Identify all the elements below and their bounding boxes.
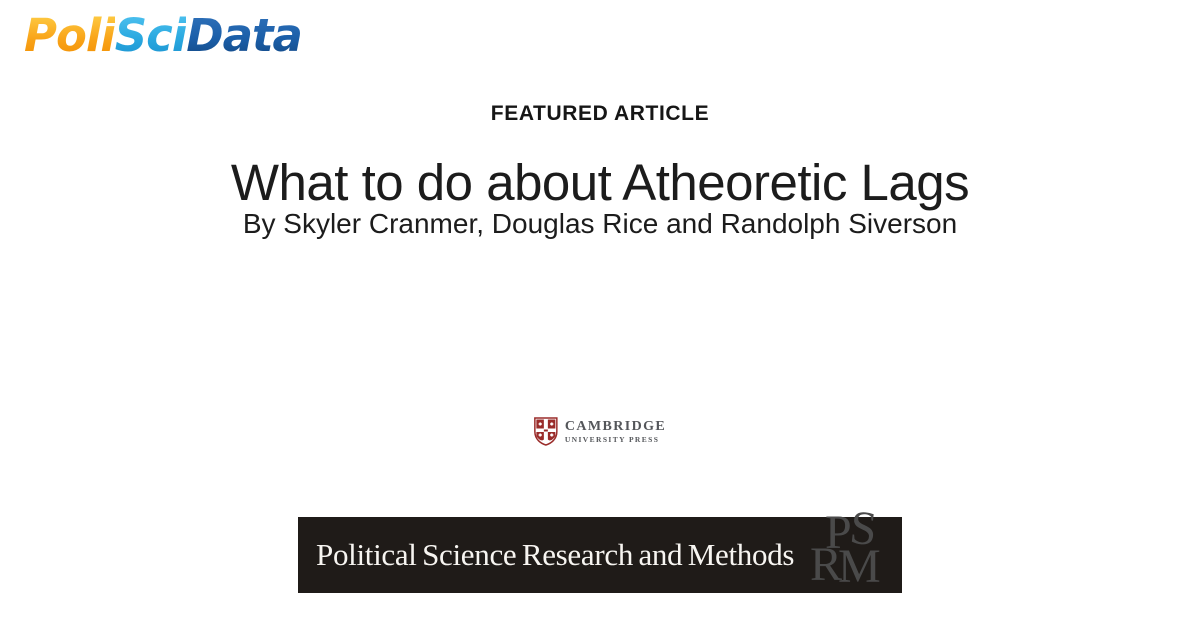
journal-name: Political Science Research and Methods (316, 537, 795, 572)
logo-part-poli: Poli (24, 9, 115, 62)
cambridge-subname: UNIVERSITY PRESS (564, 434, 660, 444)
logo-part-data: Data (186, 9, 302, 62)
article-byline: By Skyler Cranmer, Douglas Rice and Randolph Siverson (242, 208, 958, 239)
journal-banner (298, 500, 902, 593)
logo-part-sci: Sci (114, 9, 187, 62)
monogram-letter-s: S (847, 500, 880, 557)
featured-article-kicker: FEATURED ARTICLE (490, 102, 710, 125)
article-title: What to do about Atheoretic Lags (230, 154, 970, 211)
psrm-monogram-icon (810, 500, 898, 593)
polisci-data-logo (24, 10, 302, 62)
monogram-letter-m: M (838, 540, 881, 593)
cambridge-university-press-logo (534, 417, 666, 446)
cambridge-wordmark (565, 420, 666, 444)
cambridge-shield-icon (534, 417, 558, 446)
cambridge-name: CAMBRIDGE (564, 418, 667, 434)
monogram-letter-p: P (825, 506, 852, 559)
monogram-letter-r: R (810, 538, 843, 591)
